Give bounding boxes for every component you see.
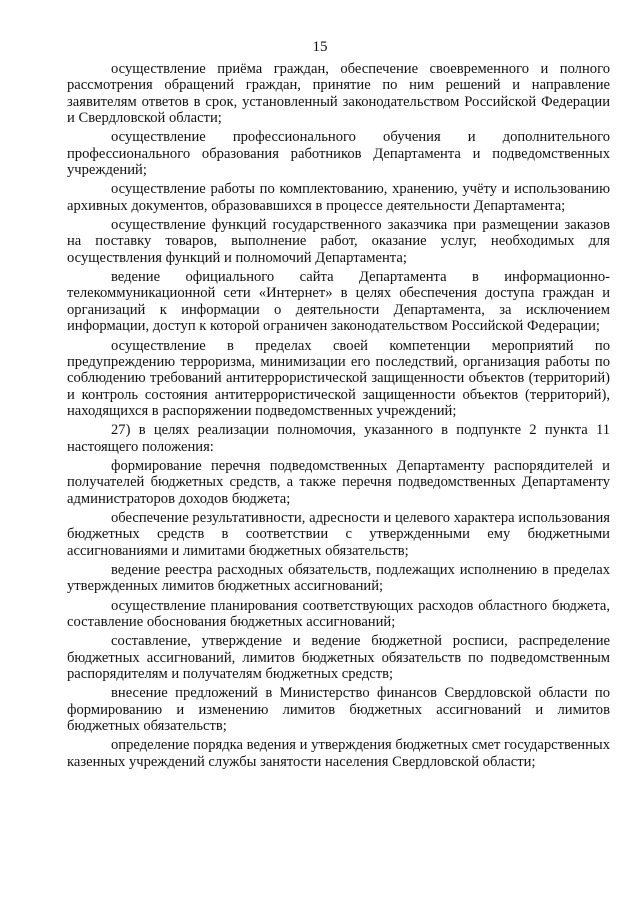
paragraph-13: внесение предложений в Министерство финансов Свердловской области по формированию и изменению лимитов бюджетных ассигнований и лимитов бюджетных обязательств;	[67, 685, 610, 735]
paragraph-5: ведение официального сайта Департамента в информационно-телекоммуникационной сети «Интернет» в целях обеспечения доступа граждан и организаций к информации о деятельности Департамента, за исключением информации, доступ к которой ограничен законодательством Российской Федерации;	[67, 269, 610, 335]
paragraph-7: 27) в целях реализации полномочия, указанного в подпункте 2 пункта 11 настоящего положения:	[67, 422, 610, 455]
paragraph-10: ведение реестра расходных обязательств, подлежащих исполнению в пределах утвержденных лимитов бюджетных ассигнований;	[67, 561, 610, 595]
paragraph-2: осуществление профессионального обучения и дополнительного профессионального образования работников Департамента и подведомственных учреждений;	[67, 129, 610, 179]
paragraph-4: осуществление функций государственного заказчика при размещении заказов на поставку товаров, выполнение работ, оказание услуг, необходимых для осуществления функций и полномочий Департамента;	[67, 217, 610, 266]
paragraph-14: определение порядка ведения и утверждения бюджетных смет государственных казенных учреждений службы занятости населения Свердловской области;	[67, 737, 610, 770]
paragraph-3: осуществление работы по комплектованию, хранению, учёту и использованию архивных документов, образовавшихся в процессе деятельности Департамента;	[67, 181, 610, 214]
paragraph-6: осуществление в пределах своей компетенции мероприятий по предупреждению терроризма, минимизации его последствий, организация работы по соблюдению требований антитеррористической защищенности объектов (территорий) и контроль состояния антитеррористической защищенности объектов (территорий), находящихся в распоряжении подведомственных учреждений;	[67, 337, 610, 419]
paragraph-9: обеспечение результативности, адресности и целевого характера использования бюджетных средств в соответствии с утвержденными ему бюджетными ассигнованиями и лимитами бюджетных обязательств;	[67, 509, 610, 559]
paragraph-12: составление, утверждение и ведение бюджетной росписи, распределение бюджетных ассигнований, лимитов бюджетных обязательств по подведомственным распорядителям и получателям бюджетных средств;	[67, 633, 610, 683]
paragraph-1: осуществление приёма граждан, обеспечение своевременного и полного рассмотрения обращений граждан, принятие по ним решений и направление заявителям ответов в срок, установленный законодательством Российской Федерации и Свердловской области;	[67, 61, 610, 127]
document-body	[67, 61, 610, 773]
paragraph-8: формирование перечня подведомственных Департаменту распорядителей и получателей бюджетных средств, а также перечня подведомственных Департаменту администраторов доходов бюджета;	[67, 457, 610, 507]
page-number: 15	[312, 39, 328, 55]
paragraph-11: осуществление планирования соответствующих расходов областного бюджета, составление обоснования бюджетных ассигнований;	[67, 597, 610, 630]
